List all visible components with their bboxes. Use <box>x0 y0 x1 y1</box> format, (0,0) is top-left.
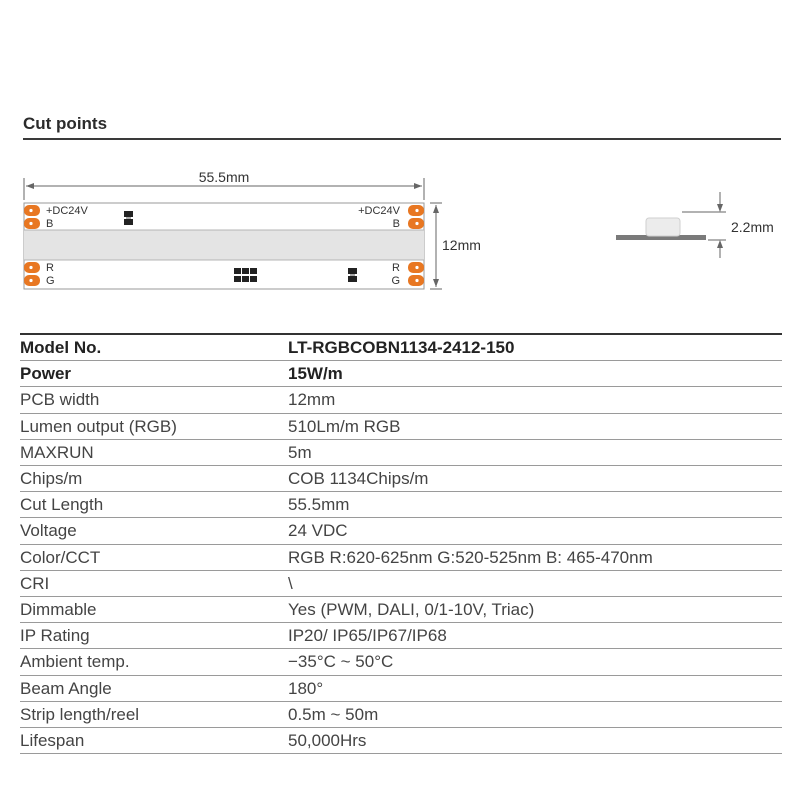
spec-value: 15W/m <box>288 361 782 387</box>
spec-value: 0.5m ~ 50m <box>288 701 782 727</box>
spec-value: 24 VDC <box>288 518 782 544</box>
spec-row <box>20 597 782 623</box>
pad-label-left-r: R <box>46 262 54 274</box>
strip-diagram <box>0 160 520 300</box>
pad-label-right-g: G <box>391 275 400 287</box>
spec-row <box>20 466 782 492</box>
spec-table-body <box>20 334 782 754</box>
spec-label: Lumen output (RGB) <box>20 413 288 439</box>
spec-label: Model No. <box>20 334 288 361</box>
spec-value: 55.5mm <box>288 492 782 518</box>
spec-row <box>20 439 782 465</box>
spec-label: Strip length/reel <box>20 701 288 727</box>
spec-label: Dimmable <box>20 597 288 623</box>
arrow-left-icon <box>26 183 34 189</box>
spec-row <box>20 728 782 754</box>
spec-table <box>20 333 782 754</box>
spec-row <box>20 492 782 518</box>
title-divider <box>23 138 781 140</box>
spec-row <box>20 701 782 727</box>
arrow-down-icon <box>433 279 439 287</box>
pad-label-left-b: B <box>46 218 54 230</box>
spec-label: Power <box>20 361 288 387</box>
spec-value: COB 1134Chips/m <box>288 466 782 492</box>
spec-value: 510Lm/m RGB <box>288 413 782 439</box>
spec-row <box>20 623 782 649</box>
spec-value: IP20/ IP65/IP67/IP68 <box>288 623 782 649</box>
spec-value: 50,000Hrs <box>288 728 782 754</box>
arrow-down-icon <box>717 204 723 212</box>
spec-value: 5m <box>288 439 782 465</box>
pad-label-left-g: G <box>46 275 55 287</box>
spec-value: RGB R:620-625nm G:520-525nm B: 465-470nm <box>288 544 782 570</box>
spec-label: Ambient temp. <box>20 649 288 675</box>
spec-value: LT-RGBCOBN1134-2412-150 <box>288 334 782 361</box>
spec-label: Lifespan <box>20 728 288 754</box>
spec-row <box>20 387 782 413</box>
spec-row <box>20 544 782 570</box>
spec-label: IP Rating <box>20 623 288 649</box>
arrow-up-icon <box>717 240 723 248</box>
spec-label: Beam Angle <box>20 675 288 701</box>
spec-row <box>20 675 782 701</box>
spec-label: MAXRUN <box>20 439 288 465</box>
spec-value: 12mm <box>288 387 782 413</box>
width-label: 12mm <box>442 237 481 253</box>
height-label: 2.2mm <box>731 219 774 235</box>
pad-label-right-dc: +DC24V <box>358 205 400 217</box>
spec-row <box>20 570 782 596</box>
spec-label: Color/CCT <box>20 544 288 570</box>
spec-row <box>20 361 782 387</box>
spec-label: Chips/m <box>20 466 288 492</box>
spec-label: PCB width <box>20 387 288 413</box>
arrow-right-icon <box>414 183 422 189</box>
profile-diagram <box>600 185 790 265</box>
spec-label: Voltage <box>20 518 288 544</box>
pad-label-left-dc: +DC24V <box>46 205 88 217</box>
length-label: 55.5mm <box>198 169 250 185</box>
spec-value: 180° <box>288 675 782 701</box>
spec-label: Cut Length <box>20 492 288 518</box>
spec-value: \ <box>288 570 782 596</box>
spec-label: CRI <box>20 570 288 596</box>
spec-row <box>20 518 782 544</box>
section-title: Cut points <box>23 114 108 133</box>
arrow-up-icon <box>433 205 439 213</box>
spec-row <box>20 334 782 361</box>
spec-value: Yes (PWM, DALI, 0/1-10V, Triac) <box>288 597 782 623</box>
pad-label-right-r: R <box>392 262 400 274</box>
spec-row <box>20 413 782 439</box>
pad-label-right-b: B <box>392 218 400 230</box>
spec-value: −35°C ~ 50°C <box>288 649 782 675</box>
spec-row <box>20 649 782 675</box>
cob-strip-body <box>24 230 424 260</box>
cob-profile <box>646 218 680 236</box>
